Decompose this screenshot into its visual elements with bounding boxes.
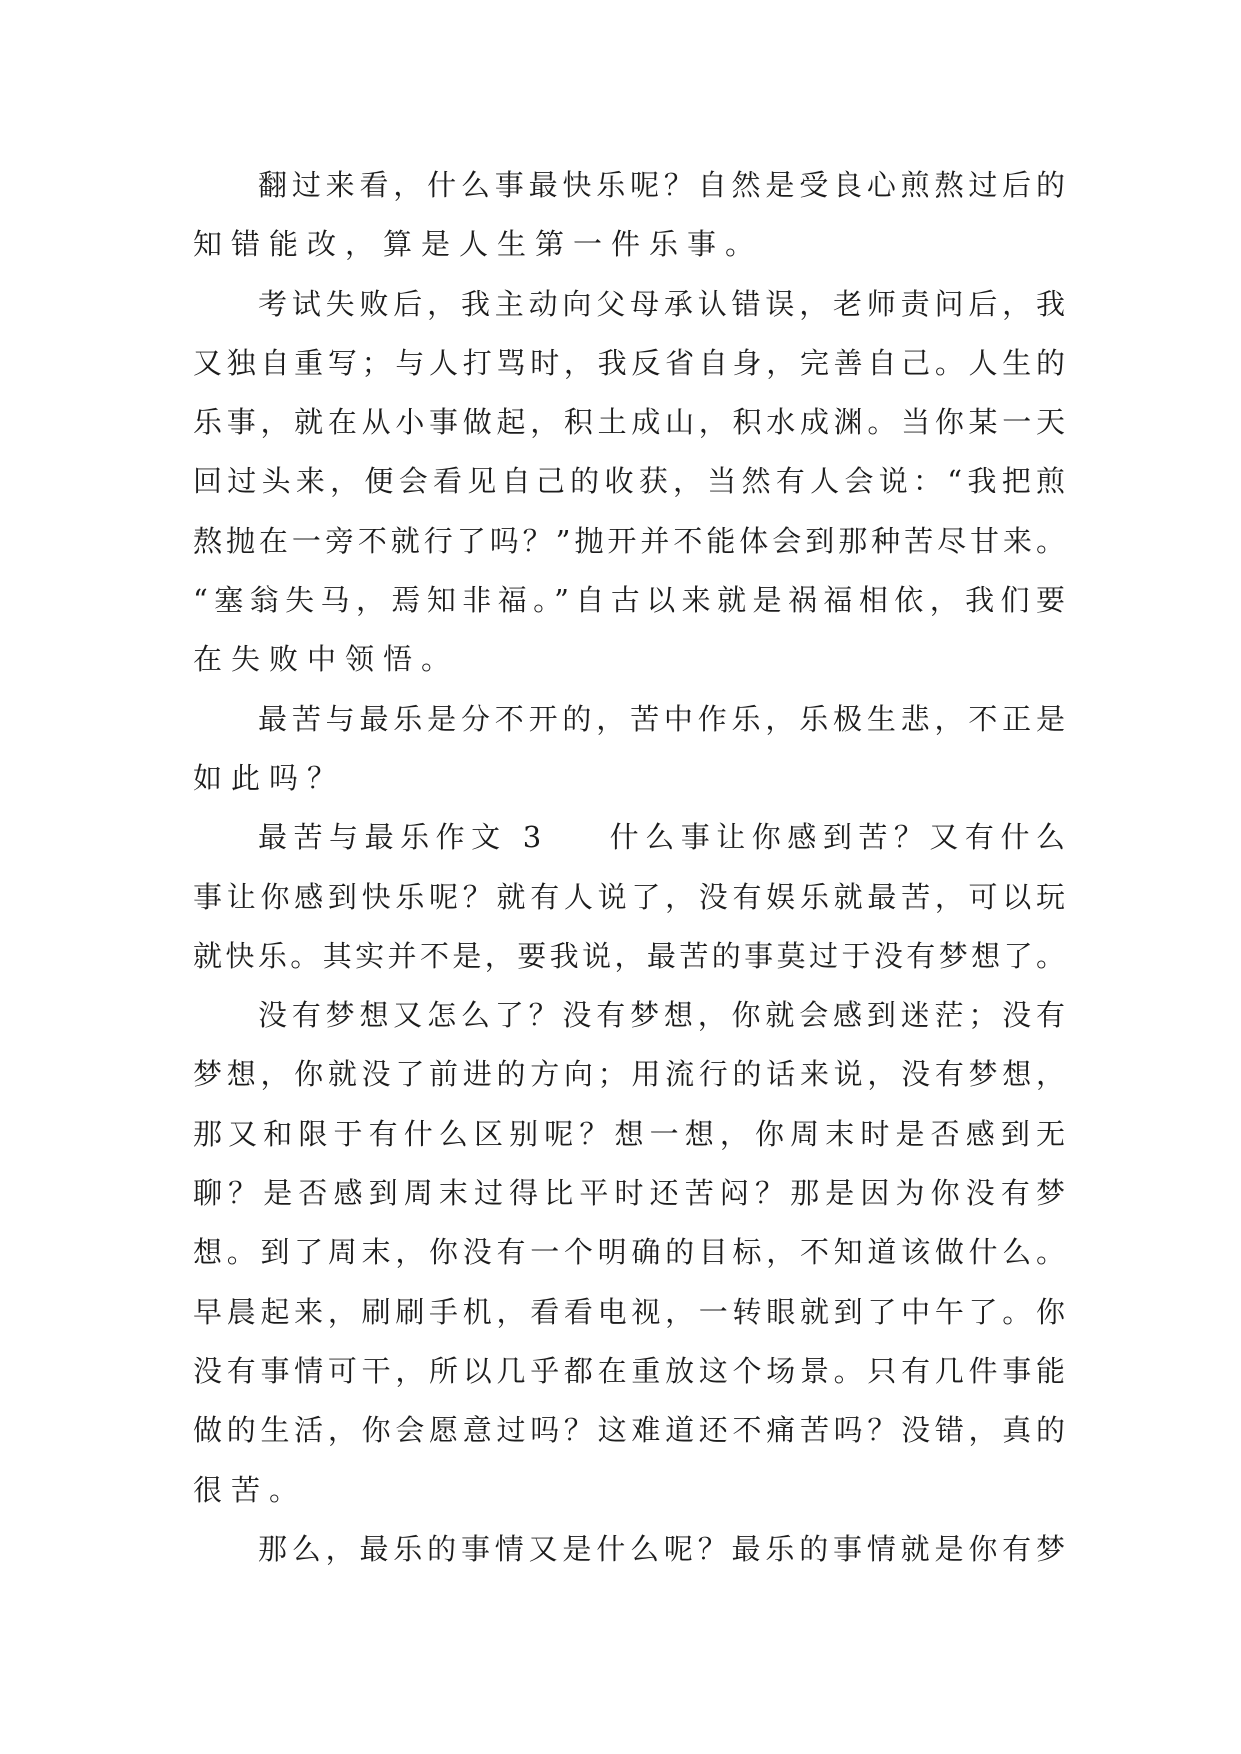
paragraph-line: 很苦。 (193, 1472, 308, 1507)
paragraph-line: 没有梦想又怎么了？没有梦想，你就会感到迷茫；没有 (258, 998, 1065, 1033)
paragraph-line: 知错能改，算是人生第一件乐事。 (193, 227, 764, 262)
paragraph-line: 翻过来看，什么事最快乐呢？自然是受良心煎熬过后的 (258, 168, 1065, 202)
paragraph-line: 回过头来，便会看见自己的收获，当然有人会说：“我把煎 (193, 464, 1065, 499)
paragraph-line: 没有事情可干，所以几乎都在重放这个场景。只有几件事能 (193, 1353, 1065, 1388)
paragraph-line: 那么，最乐的事情又是什么呢？最乐的事情就是你有梦 (258, 1531, 1065, 1566)
paragraph-line: 早晨起来，刷刷手机，看看电视，一转眼就到了中午了。你 (193, 1294, 1065, 1329)
paragraph-line: 又独自重写；与人打骂时，我反省自身，完善自己。人生的 (193, 345, 1065, 380)
paragraph-line: 乐事，就在从小事做起，积土成山，积水成渊。当你某一天 (193, 405, 1065, 440)
section-heading-number: 3 (522, 820, 542, 855)
paragraph-line: 那又和限于有什么区别呢？想一想，你周末时是否感到无 (193, 1116, 1065, 1151)
paragraph-text: 什么事让你感到苦？又有什么 (603, 820, 1065, 855)
paragraph-line: 聊？是否感到周末过得比平时还苦闷？那是因为你没有梦 (193, 1176, 1065, 1211)
section-heading-line (193, 808, 1065, 867)
paragraph-line: “塞翁失马，焉知非福。”自古以来就是祸福相依，我们要 (193, 583, 1065, 618)
paragraph-line: 如此吗？ (193, 760, 346, 795)
section-heading-title: 最苦与最乐作文 (258, 820, 507, 855)
document-body (193, 156, 1065, 1579)
paragraph-line: 考试失败后，我主动向父母承认错误，老师责问后，我 (258, 286, 1065, 321)
paragraph-line: 在失败中领悟。 (193, 642, 460, 677)
paragraph-line: 熬抛在一旁不就行了吗？”抛开并不能体会到那种苦尽甘来。 (193, 523, 1065, 558)
paragraph-line: 想。到了周末，你没有一个明确的目标，不知道该做什么。 (193, 1235, 1065, 1270)
paragraph-line: 最苦与最乐是分不开的，苦中作乐，乐极生悲，不正是 (258, 701, 1065, 736)
paragraph-line: 做的生活，你会愿意过吗？这难道还不痛苦吗？没错，真的 (193, 1413, 1065, 1448)
paragraph-line: 梦想，你就没了前进的方向；用流行的话来说，没有梦想， (193, 1057, 1065, 1092)
paragraph-line: 事让你感到快乐呢？就有人说了，没有娱乐就最苦，可以玩 (193, 879, 1065, 914)
paragraph-line: 就快乐。其实并不是，要我说，最苦的事莫过于没有梦想了。 (193, 938, 1065, 973)
